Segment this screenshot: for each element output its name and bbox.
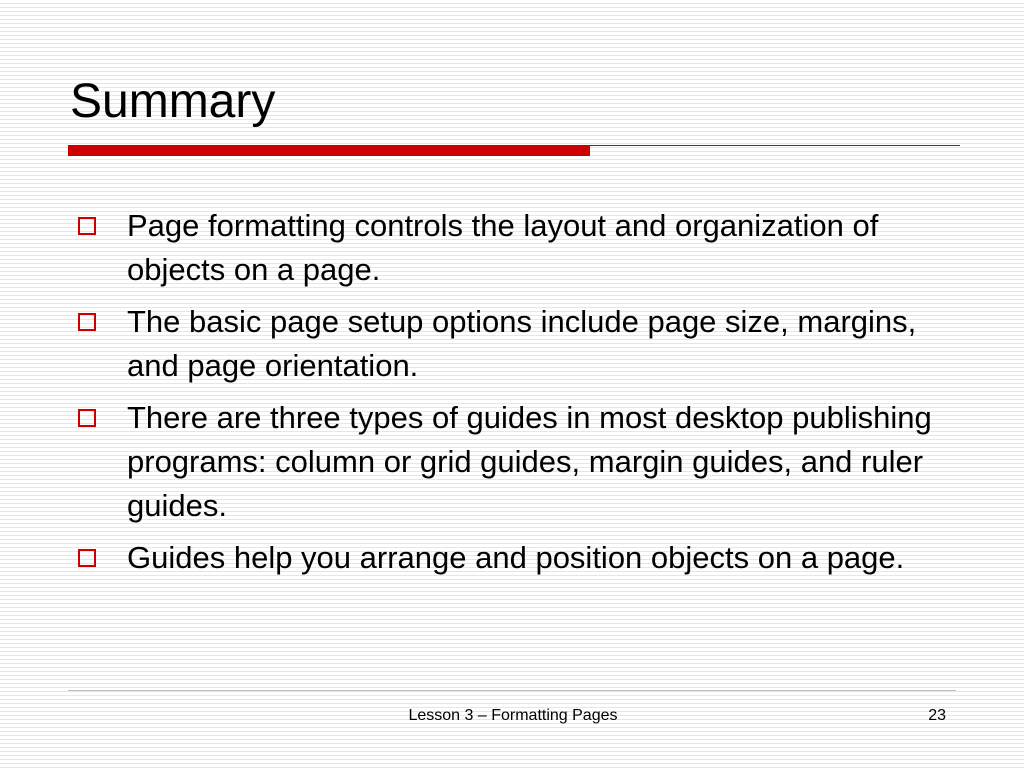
bullet-item [78,396,948,528]
bullet-item [78,536,948,580]
footer-divider [68,690,956,691]
footer-title: Lesson 3 – Formatting Pages [408,707,618,724]
title-underline-accent [68,145,590,156]
hollow-square-icon [78,313,96,331]
page-number: 23 [928,707,946,724]
bullet-text: There are three types of guides in most desktop publishing programs: column or grid guides, margin guides, and ruler guides. [127,400,932,523]
bullet-text: Page formatting controls the layout and organization of objects on a page. [127,208,879,287]
hollow-square-icon [78,409,96,427]
hollow-square-icon [78,217,96,235]
bullet-text: Guides help you arrange and position objects on a page. [127,540,905,575]
title-underline-thin [590,145,960,146]
bullet-list [78,204,948,588]
slide-title: Summary [70,75,276,128]
bullet-text: The basic page setup options include page size, margins, and page orientation. [127,304,917,383]
bullet-item [78,300,948,388]
bullet-item [78,204,948,292]
hollow-square-icon [78,549,96,567]
